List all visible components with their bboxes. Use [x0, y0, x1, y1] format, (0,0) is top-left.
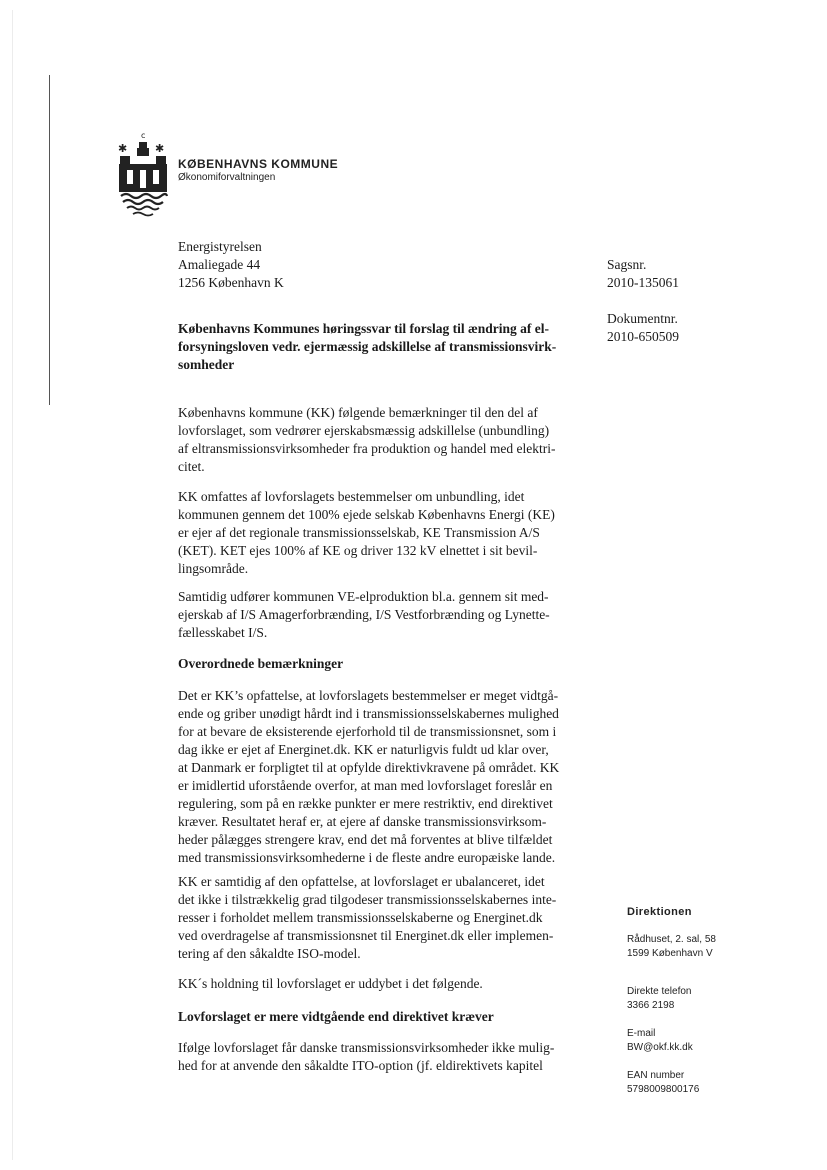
- org-block: [178, 157, 338, 183]
- document-meta: [607, 256, 679, 346]
- sidebar-phone-label: Direkte telefon: [627, 986, 692, 997]
- subject-heading: [178, 320, 598, 374]
- text-line: det ikke i tilstrækkelig grad tilgodeser transmissionsselskabernes inte-: [178, 892, 557, 907]
- subject-line: forsyningsloven vedr. ejermæssig adskillelse af transmissionsvirk-: [178, 339, 557, 354]
- text-line: regulering, som på en række punkter er mere restriktiv, end direktivet: [178, 796, 553, 811]
- text-line: af eltransmissionsvirksomheder fra produktion og handel med elektri-: [178, 441, 556, 456]
- text-line: KK omfattes af lovforslagets bestemmelser om unbundling, idet: [178, 489, 525, 504]
- paragraph-opinion: [178, 687, 598, 867]
- text-line: Det er KK’s opfattelse, at lovforslagets bestemmelser er meget vidtgå-: [178, 688, 559, 703]
- text-line: resser i forholdet mellem transmissionsselskaberne og Energinet.dk: [178, 910, 543, 925]
- text-line: Samtidig udfører kommunen VE-elproduktion bl.a. gennem sit med-: [178, 589, 549, 604]
- text-line: med transmissionsvirksomhederne i de fleste andre europæiske lande.: [178, 850, 556, 865]
- svg-text:✱: ✱: [155, 142, 165, 155]
- case-number: 2010-135061: [607, 275, 679, 290]
- doc-number: 2010-650509: [607, 329, 679, 344]
- recipient-line: Amaliegade 44: [178, 257, 261, 272]
- text-line: KK er samtidig af den opfattelse, at lovforslaget er ubalanceret, idet: [178, 874, 545, 889]
- sidebar-title: Direktionen: [627, 906, 692, 918]
- text-line: ejerskab af I/S Amagerforbrænding, I/S Vestforbrænding og Lynette-: [178, 607, 550, 622]
- text-line: for at bevare de eksisterende ejerforhold til de transmissionsnet, som i: [178, 724, 557, 739]
- text-line: lingsområde.: [178, 561, 249, 576]
- recipient-line: 1256 København K: [178, 275, 284, 290]
- org-name: KØBENHAVNS KOMMUNE: [178, 157, 339, 171]
- text-line: kræver. Resultatet heraf er, at ejere af danske transmissionsvirksom-: [178, 814, 547, 829]
- recipient-address: [178, 238, 284, 292]
- svg-text:c: c: [141, 131, 146, 140]
- text-line: heder pålægges strengere krav, end det må forventes at blive tilfældet: [178, 832, 553, 847]
- text-line: ved overdragelse af transmissionsnet til Energinet.dk eller implemen-: [178, 928, 554, 943]
- org-department: Økonomiforvaltningen: [178, 172, 276, 183]
- paragraph-intro: [178, 404, 598, 476]
- text-line: KK´s holdning til lovforslaget er uddybet i det følgende.: [178, 976, 483, 991]
- section-heading-directive: Lovforslaget er mere vidtgående end direktivet kræver: [178, 1009, 494, 1024]
- paragraph-unbundling: [178, 488, 598, 578]
- text-line: at Danmark er forpligtet til at opfylde direktivkravene på området. KK: [178, 760, 560, 775]
- text-line: Ifølge lovforslaget får danske transmissionsvirksomheder ikke mulig-: [178, 1040, 555, 1055]
- doc-label: Dokumentnr.: [607, 311, 678, 326]
- paragraph-ito: [178, 1039, 598, 1075]
- scan-margin-line: [49, 75, 50, 405]
- sidebar-email-label: E-mail: [627, 1028, 656, 1039]
- sidebar-address: 1599 København V: [627, 948, 713, 959]
- text-line: Københavns kommune (KK) følgende bemærkninger til den del af: [178, 405, 538, 420]
- subject-line: Københavns Kommunes høringssvar til forslag til ændring af el-: [178, 321, 550, 336]
- text-line: ende og griber unødigt hårdt ind i transmissionsselskabernes mulighed: [178, 706, 559, 721]
- paragraph-balance: [178, 873, 598, 963]
- recipient-line: Energistyrelsen: [178, 239, 262, 254]
- paragraph-summary: [178, 975, 598, 993]
- scan-edge: [12, 10, 13, 1160]
- text-line: hed for at anvende den såkaldte ITO-option (jf. eldirektivets kapitel: [178, 1058, 543, 1073]
- sidebar-contact: [627, 905, 716, 1097]
- text-line: fællesskabet I/S.: [178, 625, 268, 640]
- sidebar-ean: 5798009800176: [627, 1084, 700, 1095]
- text-line: er imidlertid uforstående overfor, at man med lovforslaget foreslår en: [178, 778, 553, 793]
- text-line: er ejer af det regionale transmissionsselskab, KE Transmission A/S: [178, 525, 540, 540]
- text-line: citet.: [178, 459, 205, 474]
- subject-line: somheder: [178, 357, 235, 372]
- paragraph-production: [178, 588, 598, 642]
- svg-text:✱: ✱: [118, 142, 128, 155]
- sidebar-address: Rådhuset, 2. sal, 58: [627, 934, 716, 945]
- section-heading-overall: Overordnede bemærkninger: [178, 656, 344, 671]
- text-line: (KET). KET ejes 100% af KE og driver 132 kV elnettet i sit bevil-: [178, 543, 538, 558]
- coat-of-arms-icon: [117, 130, 169, 218]
- sidebar-email[interactable]: BW@okf.kk.dk: [627, 1042, 693, 1053]
- text-line: kommunen gennem det 100% ejede selskab Københavns Energi (KE): [178, 507, 555, 522]
- text-line: lovforslaget, som vedrører ejerskabsmæssig adskillelse (unbundling): [178, 423, 550, 438]
- text-line: tering af den såkaldte ISO-model.: [178, 946, 361, 961]
- sidebar-ean-label: EAN number: [627, 1070, 685, 1081]
- case-label: Sagsnr.: [607, 257, 647, 272]
- sidebar-phone: 3366 2198: [627, 1000, 675, 1011]
- text-line: dag ikke er ejet af Energinet.dk. KK er naturligvis fuldt ud klar over,: [178, 742, 549, 757]
